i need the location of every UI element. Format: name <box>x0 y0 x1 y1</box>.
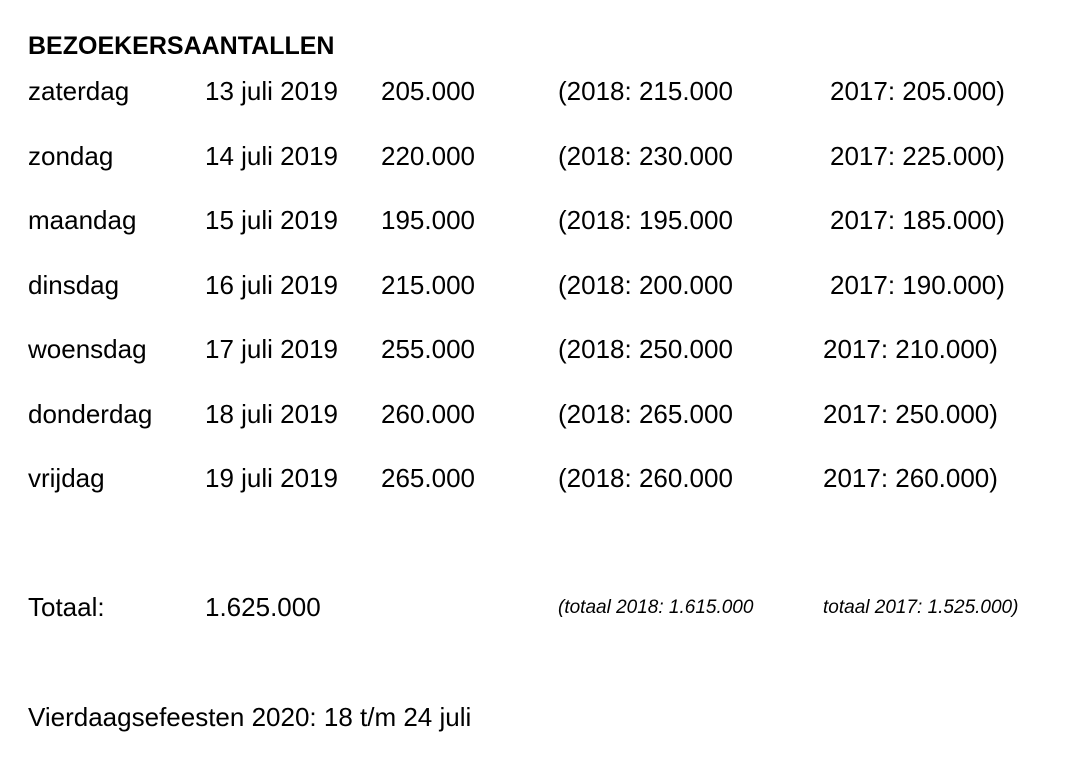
count-2017-cell: 2017: 185.000) <box>830 205 1005 235</box>
total-label: Totaal: <box>28 592 105 622</box>
event-dates-note: Vierdaagsefeesten 2020: 18 t/m 24 juli <box>28 702 472 732</box>
date-cell: 14 juli 2019 <box>205 141 338 171</box>
date-cell: 15 juli 2019 <box>205 205 338 235</box>
count-2018-cell: (2018: 200.000 <box>558 270 733 300</box>
count-2018-cell: (2018: 260.000 <box>558 463 733 493</box>
table-row <box>0 461 1090 495</box>
date-cell: 13 juli 2019 <box>205 76 338 106</box>
total-row <box>0 590 1090 624</box>
count-2018-cell: (2018: 250.000 <box>558 334 733 364</box>
day-cell: dinsdag <box>28 270 120 300</box>
table-row <box>0 139 1090 173</box>
table-row <box>0 332 1090 366</box>
date-cell: 16 juli 2019 <box>205 270 338 300</box>
day-cell: maandag <box>28 205 137 235</box>
document-title: BEZOEKERSAANTALLEN <box>28 32 335 60</box>
table-row <box>0 74 1090 108</box>
total-value: 1.625.000 <box>205 592 321 622</box>
count-2017-cell: 2017: 250.000) <box>823 399 998 429</box>
date-cell: 18 juli 2019 <box>205 399 338 429</box>
visitor-count-cell: 260.000 <box>381 399 475 429</box>
count-2017-cell: 2017: 210.000) <box>823 334 998 364</box>
table-row <box>0 268 1090 302</box>
date-cell: 19 juli 2019 <box>205 463 338 493</box>
visitor-count-cell: 205.000 <box>381 76 475 106</box>
day-cell: woensdag <box>28 334 147 364</box>
date-cell: 17 juli 2019 <box>205 334 338 364</box>
count-2018-cell: (2018: 230.000 <box>558 141 733 171</box>
day-cell: donderdag <box>28 399 153 429</box>
visitor-count-cell: 195.000 <box>381 205 475 235</box>
table-row <box>0 203 1090 237</box>
visitor-count-cell: 220.000 <box>381 141 475 171</box>
day-cell: zaterdag <box>28 76 130 106</box>
day-cell: vrijdag <box>28 463 105 493</box>
table-row <box>0 397 1090 431</box>
count-2017-cell: 2017: 205.000) <box>830 76 1005 106</box>
count-2018-cell: (2018: 265.000 <box>558 399 733 429</box>
count-2017-cell: 2017: 190.000) <box>830 270 1005 300</box>
day-cell: zondag <box>28 141 114 171</box>
count-2018-cell: (2018: 215.000 <box>558 76 733 106</box>
visitor-count-cell: 255.000 <box>381 334 475 364</box>
total-2017-note: totaal 2017: 1.525.000) <box>823 597 1019 618</box>
count-2017-cell: 2017: 225.000) <box>830 141 1005 171</box>
visitor-count-cell: 215.000 <box>381 270 475 300</box>
count-2017-cell: 2017: 260.000) <box>823 463 998 493</box>
count-2018-cell: (2018: 195.000 <box>558 205 733 235</box>
total-2018-note: (totaal 2018: 1.615.000 <box>558 597 754 618</box>
visitor-count-cell: 265.000 <box>381 463 475 493</box>
